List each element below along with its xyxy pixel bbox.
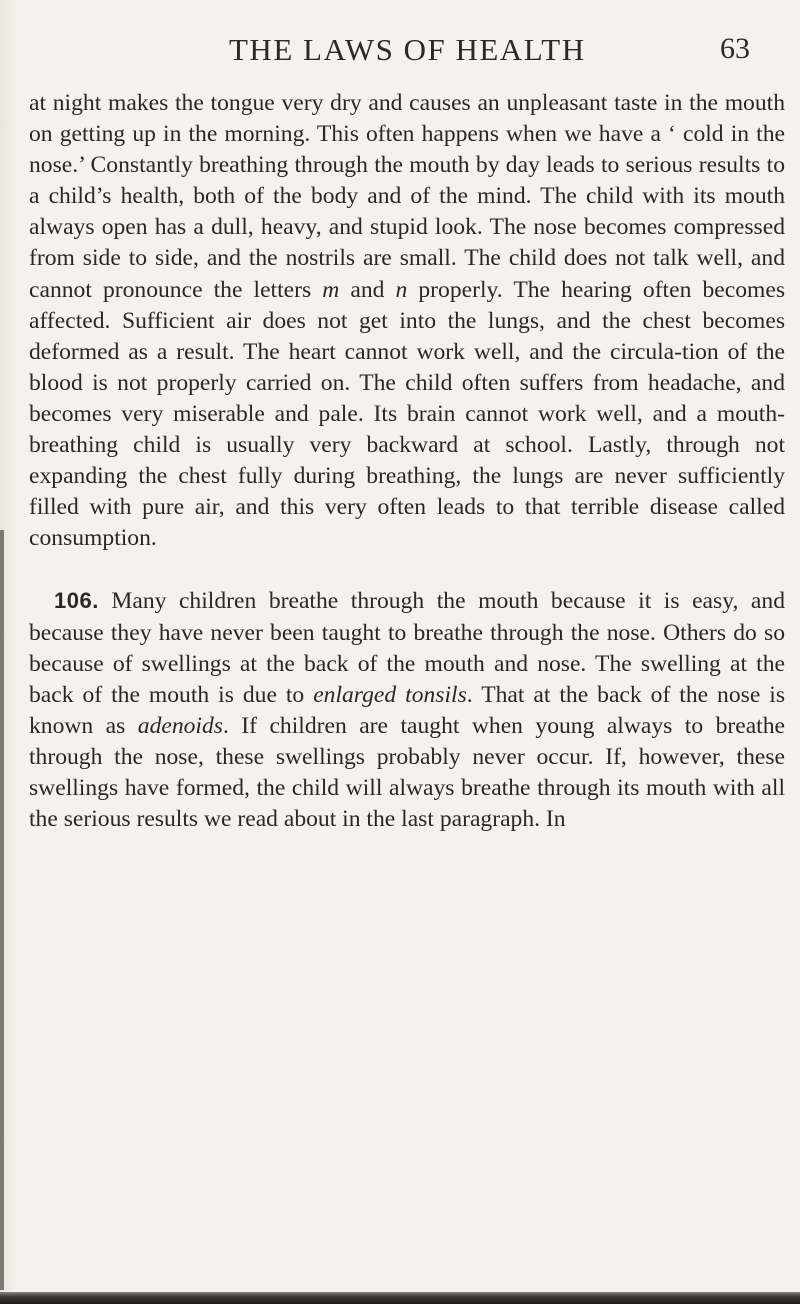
body-text — [29, 88, 785, 835]
paragraph-1-text: and — [339, 276, 396, 303]
paragraph-number: 106. — [54, 588, 99, 614]
running-head — [0, 10, 800, 67]
paragraph-106-text: . That at the back of the nose is known as — [29, 681, 785, 739]
term-enlarged-tonsils: enlarged tonsils — [313, 681, 467, 708]
term-adenoids: adenoids — [137, 712, 223, 739]
paragraph-106-text: Many children breathe through the mouth because it is easy, and because they have never been taught to breathe through the nose. Others do so because of swellings at the back of the mouth and nose. The swelling at the back of the mouth is due to — [29, 588, 785, 708]
binding-shadow — [0, 530, 4, 1290]
page-bottom-edge — [0, 1292, 800, 1304]
running-head-title: THE LAWS OF HEALTH — [229, 32, 586, 67]
paragraph-1-text: properly. The hearing often becomes affected. Sufficient air does not get into the lungs, and the chest becomes deformed as a result. The heart cannot work well, and the circula-tion of the blood is not properly carried on. The child often suffers from headache, and becomes very miserable and pale. Its brain cannot work well, and a mouth-breathing child is usually very backward at school. Lastly, through not expanding the chest fully during breathing, the lungs are never sufficiently filled with pure air, and this very often leads to that terrible disease called consumption. — [29, 276, 785, 552]
paragraph-106 — [29, 585, 785, 835]
page-number: 63 — [720, 32, 750, 65]
paragraph-106-text: . If children are taught when young always to breathe through the nose, these swellings probably never occur. If, however, these swellings have formed, the child will always breathe through its mouth with all the serious results we read about in the last paragraph. In — [29, 712, 785, 833]
paragraph-1 — [29, 88, 785, 554]
letter-m: m — [322, 276, 340, 303]
letter-n: n — [395, 276, 408, 303]
paragraph-1-text: at night makes the tongue very dry and causes an unpleasant taste in the mouth on getting up in the morning. This often happens when we have a ‘ cold in the nose.’ Constantly breathing through the mouth by day leads to serious results to a child’s health, both of the body and of the mind. The child with its mouth always open has a dull, heavy, and stupid look. The nose becomes compressed from side to side, and the nostrils are small. The child does not talk well, and cannot pronounce the letters — [29, 90, 785, 303]
